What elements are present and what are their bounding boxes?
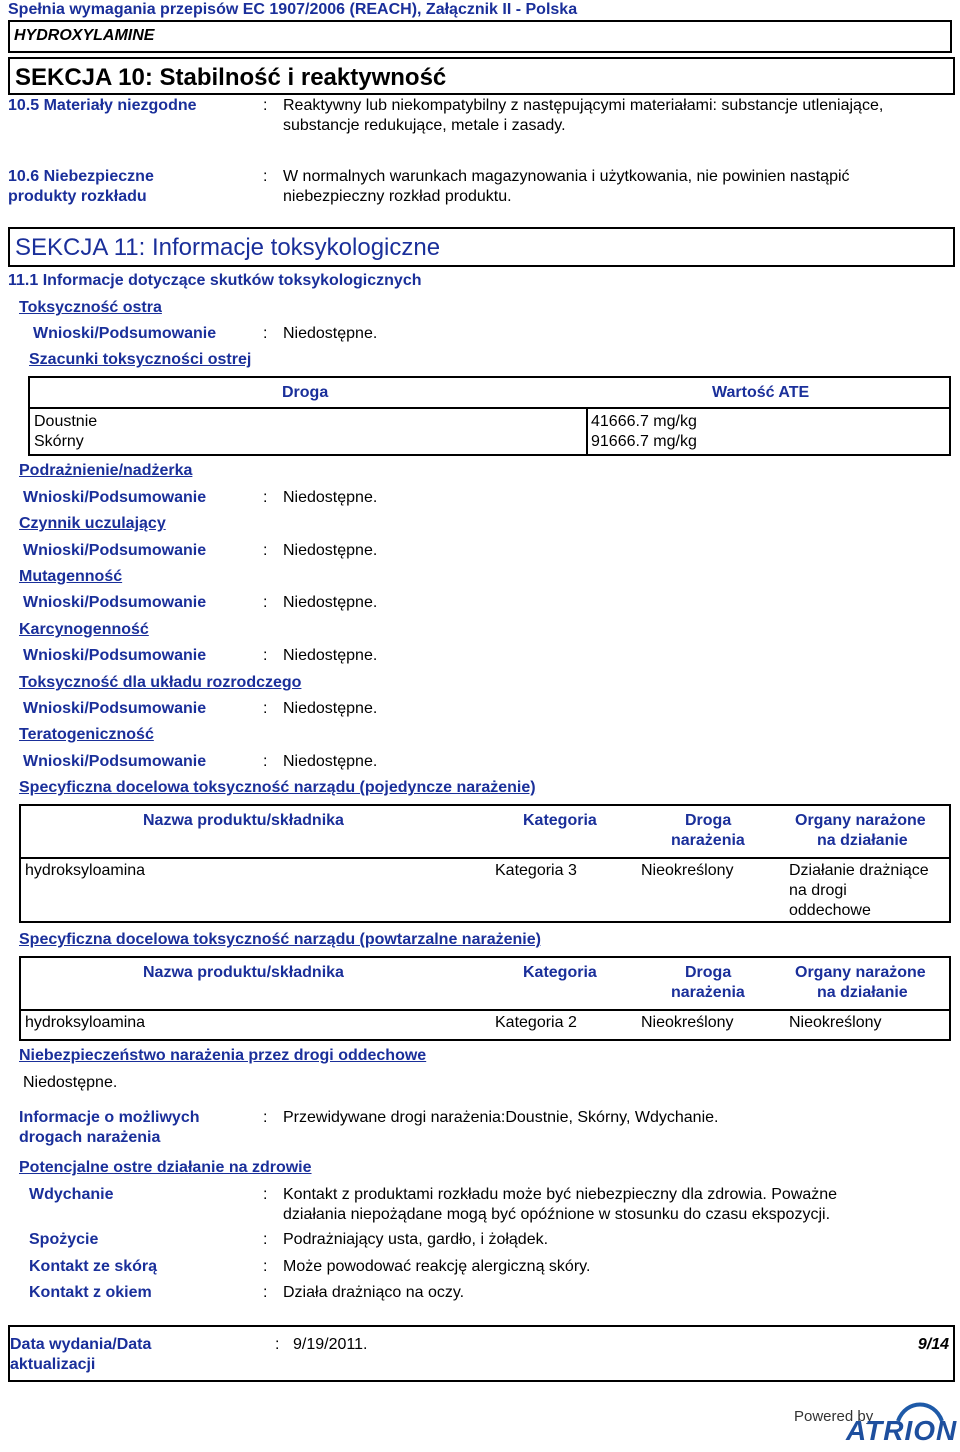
atrion-brand-text: ATRION	[846, 1415, 958, 1446]
stot-single-h-category: Kategoria	[523, 812, 597, 829]
stot-repeated-h-name: Nazwa produktu/składnika	[143, 964, 344, 981]
s105-value-l1: Reaktywny lub niekompatybilny z następującymi materiałami: substancje utleniające,	[283, 97, 884, 114]
reproductive-heading: Toksyczność dla układu rozrodczego	[19, 674, 302, 691]
stot-single-heading: Specyficzna docelowa toksyczność narządu (pojedyncze narażenie)	[19, 779, 536, 796]
s106-colon: :	[263, 168, 268, 185]
teratogenicity-value: Niedostępne.	[283, 753, 378, 770]
stot-repeated-h-organs-l2: na działanie	[817, 984, 908, 1001]
skin-label: Kontakt ze skórą	[29, 1258, 158, 1275]
ingestion-value: Podrażniający usta, gardło, i żołądek.	[283, 1231, 549, 1248]
carcinogenicity-value: Niedostępne.	[283, 647, 378, 664]
stot-single-h-route-l1: Droga	[685, 812, 732, 829]
product-name-box	[8, 20, 952, 53]
stot-repeated-heading: Specyficzna docelowa toksyczność narządu (powtarzalne narażenie)	[19, 931, 541, 948]
teratogenicity-colon: :	[263, 753, 268, 770]
stot-single-h-name: Nazwa produktu/składnika	[143, 812, 344, 829]
inhalation-value-l2: działania niepożądane mogą być opóźnione w stosunku do czasu ekspozycji.	[283, 1206, 831, 1223]
stot-single-organs-l2: na drogi	[789, 882, 847, 899]
powered-by-text: Powered by	[794, 1408, 874, 1425]
stot-repeated-h-route-l1: Droga	[685, 964, 732, 981]
stot-repeated-route: Nieokreślony	[641, 1014, 734, 1031]
ingestion-label: Spożycie	[29, 1231, 99, 1248]
stot-single-category: Kategoria 3	[495, 862, 577, 879]
eye-colon: :	[263, 1284, 268, 1301]
sensitizer-heading: Czynnik uczulający	[19, 515, 166, 532]
ate-route-dermal: Skórny	[34, 433, 84, 450]
s105-label: 10.5 Materiały niezgodne	[8, 97, 197, 114]
mutagenicity-colon: :	[263, 594, 268, 611]
stot-repeated-category: Kategoria 2	[495, 1014, 577, 1031]
sensitizer-colon: :	[263, 542, 268, 559]
section11-title: SEKCJA 11: Informacje toksykologiczne	[15, 234, 441, 261]
issue-date-label-l2: aktualizacji	[10, 1356, 96, 1373]
inhalation-value-l1: Kontakt z produktami rozkładu może być niebezpieczny dla zdrowia. Poważne	[283, 1186, 838, 1203]
stot-repeated-name: hydroksyloamina	[25, 1014, 146, 1031]
ate-header-divider	[30, 407, 949, 409]
reproductive-colon: :	[263, 700, 268, 717]
ate-value-oral: 41666.7 mg/kg	[591, 413, 697, 430]
stot-single-organs-l3: oddechowe	[789, 902, 871, 919]
acute-colon: :	[263, 325, 268, 342]
page-number: 9/14	[917, 1336, 949, 1353]
routes-value: Przewidywane drogi narażenia:Doustnie, Skórny, Wdychanie.	[283, 1109, 719, 1126]
ate-column-divider	[586, 407, 588, 454]
carcinogenicity-heading: Karcynogenność	[19, 621, 149, 638]
section11-title-box	[8, 227, 955, 267]
stot-single-divider	[21, 857, 949, 859]
product-name: HYDROXYLAMINE	[14, 27, 155, 44]
routes-label-l2: drogach narażenia	[19, 1129, 161, 1146]
routes-label-l1: Informacje o możliwych	[19, 1109, 200, 1126]
s105-colon: :	[263, 97, 268, 114]
mutagenicity-conclusion-label: Wnioski/Podsumowanie	[23, 594, 207, 611]
section10-title: SEKCJA 10: Stabilność i reaktywność	[15, 64, 447, 91]
eye-label: Kontakt z okiem	[29, 1284, 152, 1301]
stot-single-route: Nieokreślony	[641, 862, 734, 879]
footer-box	[8, 1325, 955, 1382]
reproductive-conclusion-label: Wnioski/Podsumowanie	[23, 700, 207, 717]
issue-date-label-l1: Data wydania/Data	[10, 1336, 152, 1353]
stot-single-h-organs-l2: na działanie	[817, 832, 908, 849]
routes-colon: :	[263, 1109, 268, 1126]
skin-colon: :	[263, 1258, 268, 1275]
stot-single-h-organs-l1: Organy narażone	[795, 812, 926, 829]
ate-header-route: Droga	[282, 384, 329, 401]
teratogenicity-conclusion-label: Wnioski/Podsumowanie	[23, 753, 207, 770]
inhalation-colon: :	[263, 1186, 268, 1203]
stot-repeated-h-category: Kategoria	[523, 964, 597, 981]
stot-single-name: hydroksyloamina	[25, 862, 146, 879]
mutagenicity-value: Niedostępne.	[283, 594, 378, 611]
stot-repeated-divider	[21, 1009, 949, 1011]
issue-date-colon: :	[275, 1336, 280, 1353]
stot-single-organs-l1: Działanie drażniące	[789, 862, 929, 879]
inhalation-label: Wdychanie	[29, 1186, 114, 1203]
ate-route-oral: Doustnie	[34, 413, 98, 430]
s106-value-l2: niebezpieczny rozkład produktu.	[283, 188, 512, 205]
irritation-heading: Podrażnienie/nadżerka	[19, 462, 193, 479]
s111-heading: 11.1 Informacje dotyczące skutków toksykologicznych	[8, 272, 422, 289]
stot-repeated-h-route-l2: narażenia	[671, 984, 745, 1001]
ate-heading: Szacunki toksyczności ostrej	[29, 351, 252, 368]
regulation-header: Spełnia wymagania przepisów EC 1907/2006 (REACH), Załącznik II - Polska	[8, 1, 578, 18]
section10-title-box	[8, 57, 955, 95]
acute-toxicity-heading: Toksyczność ostra	[19, 299, 162, 316]
carcinogenicity-colon: :	[263, 647, 268, 664]
s106-value-l1: W normalnych warunkach magazynowania i użytkowania, nie powinien nastąpić	[283, 168, 850, 185]
issue-date-value: 9/19/2011.	[293, 1336, 368, 1353]
acute-conclusion-label: Wnioski/Podsumowanie	[33, 325, 217, 342]
eye-value: Działa drażniąco na oczy.	[283, 1284, 465, 1301]
stot-repeated-organs: Nieokreślony	[789, 1014, 882, 1031]
ate-table	[28, 376, 951, 456]
atrion-logo	[746, 1397, 958, 1446]
irritation-value: Niedostępne.	[283, 489, 378, 506]
ate-value-dermal: 91666.7 mg/kg	[591, 433, 697, 450]
teratogenicity-heading: Teratogeniczność	[19, 726, 154, 743]
s106-label-l1: 10.6 Niebezpieczne	[8, 168, 154, 185]
irritation-conclusion-label: Wnioski/Podsumowanie	[23, 489, 207, 506]
stot-single-table	[19, 804, 951, 923]
stot-single-h-route-l2: narażenia	[671, 832, 745, 849]
s106-label-l2: produkty rozkładu	[8, 188, 147, 205]
s105-value-l2: substancje redukujące, metale i zasady.	[283, 117, 566, 134]
irritation-colon: :	[263, 489, 268, 506]
stot-repeated-h-organs-l1: Organy narażone	[795, 964, 926, 981]
sensitizer-conclusion-label: Wnioski/Podsumowanie	[23, 542, 207, 559]
acute-conclusion-value: Niedostępne.	[283, 325, 378, 342]
ingestion-colon: :	[263, 1231, 268, 1248]
reproductive-value: Niedostępne.	[283, 700, 378, 717]
aspiration-value: Niedostępne.	[23, 1074, 118, 1091]
carcinogenicity-conclusion-label: Wnioski/Podsumowanie	[23, 647, 207, 664]
sensitizer-value: Niedostępne.	[283, 542, 378, 559]
aspiration-heading: Niebezpieczeństwo narażenia przez drogi oddechowe	[19, 1047, 427, 1064]
acute-effects-heading: Potencjalne ostre działanie na zdrowie	[19, 1159, 312, 1176]
stot-repeated-table	[19, 956, 951, 1041]
ate-header-value: Wartość ATE	[712, 384, 810, 401]
mutagenicity-heading: Mutagenność	[19, 568, 123, 585]
skin-value: Może powodować reakcję alergiczną skóry.	[283, 1258, 591, 1275]
